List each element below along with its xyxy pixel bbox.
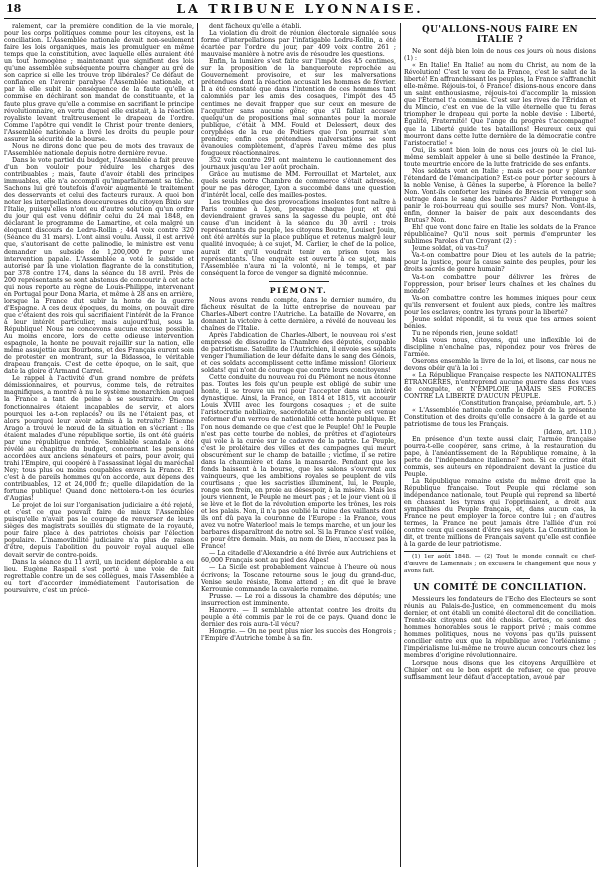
paragraph: Tu ne réponds rien, jeune soldat! — [412, 329, 519, 337]
footnote-divider — [404, 551, 454, 552]
paragraph: Oui, ils sont bien loin de nous ces jours où le ciel lui-même semblait appeler à une si belle destinée la France, toute meurtrie encore de la lutte fratricide de ses enfants. — [404, 146, 596, 168]
column-3 — [404, 23, 596, 867]
section-heading-piemont: PIÉMONT. — [269, 285, 328, 295]
paragraph: Hanovre. — Il semblable attentat contre les droits du peuple a été commis par le roi de ce pays. Quand donc le dernier des rois aura-t-il vécu? — [201, 606, 396, 628]
paragraph: Va-on combattre contre les hommes iniques pour ceux qu'ils renversent et foulent aux pieds, contre les maîtres pour les esclaves; contre les tyrans pour la liberté? — [404, 294, 596, 316]
paragraph: Le projet de loi sur l'organisation judiciaire a été rejeté, et c'est ce que pouvait faire de mieux l'Assemblée puisqu'elle n'avait pas le courage de renverser de leurs sièges des magistrats souillés du stigmate de la royauté, pour faire place à des patriotes choisis par l'élection populaire. L'inamovibilité judiciaire n'a plus de raison d'être, depuis l'abolition du pouvoir royal auquel elle devait servir de contre-poids. — [4, 502, 194, 559]
paragraph: Messieurs les fondateurs de l'Echo des Electeurs se sont réunis au Palais-de-Justice, en commencement du mois dernier, et ont établi un comité électoral dit de conciliation. Trente-six citoyens ont été choisis. Certes, ce sont des hommes honorables sous le rapport privé ; mais comme hommes politiques, nous ne voyons pas qu'ils puissent concilier entre eux que la république avec l'orléanisme ; l'impérialisme lui-même ne trouve aucun concours chez les membres d'origine révolutionnaire. — [404, 596, 596, 660]
paragraph: Lorsque nous disons que les citoyens Arquillière et Chipier ont eu le bon esprit de refuser, ce que prouve suffisamment leur défaut d'acceptation, avoué par — [404, 659, 596, 681]
paragraph: Nous ne dirons donc que peu de mots des travaux de l'Assemblée nationale depuis notre dernière revue. — [4, 142, 194, 157]
paragraph: — La citadelle d'Alexandrie a été livrée aux Autrichiens et 60,000 Français sont au pied des Alpes! — [201, 550, 396, 565]
paragraph: En présence d'un texte aussi clair, l'armée française pourra-t-elle coopérer, sans crime, à la restauration du pape, à l'anéantissement de la République romaine, à la perte de l'indépendance italienne? non. Si ce crime était commis, ses auteurs en répondraient devant la justice du Peuple. — [404, 435, 596, 478]
paragraph: Après l'abdication de Charles-Albert, le nouveau roi s'est empressé de dissoudre la Chambre des députés, coupable de patriotisme. Satellite de l'Autrichien, il envoie ses soldats venger l'humiliation de leur défaite dans le sang des Génois, et ces soldats accomplissent cette infâme mission! Glorieux soldats! qui n'ont de courage que contre leurs concitoyens! — [201, 331, 396, 375]
paragraph: Va-t-on combattre pour délivrer les frères de l'oppression, pour briser leurs chaînes et les chaînes du monde? — [404, 273, 596, 295]
paragraph: « La République Française respecte les NATIONALITÉS ÉTRANGÈRES, n'entreprend aucune guerre dans des vues de conquête, et N'EMPLOIE JAMAIS SES FORCES CONTRE LA LIBERTÉ D'AUCUN PEUPLE. — [404, 372, 596, 401]
masthead-title: LA TRIBUNE LYONNAISE. — [176, 1, 424, 16]
article-title-italie: QU'ALLONS-NOUS FAIRE EN ITALIE ? — [421, 25, 579, 45]
paragraph: La République romaine existe du même droit que la République française. Tout Peuple qui réclame son indépendance nationale, tout Peuple qui reprend sa liberté en chassant les tyrans qui l'opprimaient, a droit aux sympathies du Peuple français, et, dans aucun cas, la France ne peut employer la force contre lui ; en d'autres termes, la France ne peut jamais être l'alliée d'un roi contre ceux qui cessent d'être ses sujets. La Constitution le dit, et trente millions de Français savent qu'elle est confiée à la garde de leur patriotisme. — [404, 477, 596, 549]
column-1 — [4, 23, 194, 867]
article-title-comite: UN COMITÉ DE CONCILIATION. — [413, 583, 587, 594]
paragraph: Prusse. — Le roi a dissous la chambre des députés; une insurrection est imminente. — [201, 592, 396, 607]
citation: (Idem, art. 110.) — [543, 428, 596, 436]
paragraph: — La Sicile est probablement vaincue à l'heure où nous écrivons; la Toscane retourne sous le joug du grand-duc, Venise seule résiste, Rome attend ; en dit que le brave Kerrounie commande la cavalerie romaine. — [201, 564, 396, 593]
column-divider — [197, 23, 198, 867]
paragraph: Hongrie. — On ne peut plus nier les succès des Hongrois ; l'Empire d'Autriche tombe à sa fin. — [201, 627, 396, 642]
column-divider — [400, 23, 401, 867]
paragraph: Ne sont déjà bien loin de nous ces jours où nous disions (1) : — [404, 48, 596, 63]
paragraph: Va-t-on combattre pour Dieu et les autels de la patrie; pour la justice, pour la cause sainte des peuples, pour les droits sacrés de genre humain? — [404, 252, 596, 274]
paragraph: Le rappel à l'activité d'un grand nombre de préfets démissionnaires, et pourvus, comme tels, de retraites magnifiques, a montré à nu le système monarchien auquel la France a tant de peine à se soustraire. On ces fonctionnaires étaient incapables de servir, et alors pourquoi les a-t-on replacés? ou ils ne l'étaient pas, et alors pourquoi leur avoir admis à la retraite? Etienne Arago a trouvé le nœud de la situation en s'écriant : Ils étaient malades d'une république sortie, ils ont été guéris par une république rentrée. Semblable scandale a été révélé au chapitre du budget, concernant les pensions accordées aux anciens sénateurs et pairs, pour avoir, qui trahi l'Empire, qui coopéré à l'assassinat légal du maréchal Ney; tous plus ou moins coupables envers la France. Et c'est à de pareils hommes qu'on accorde, aux dépens des contribuables, 12 et 24,000 fr.; quelle dilapidation de la fortune publique! Quand donc nettoiera-t-on les écuries d'Augias! — [4, 375, 194, 503]
page-header — [0, 0, 600, 22]
header-rule — [4, 18, 596, 19]
paragraph: Oserons ensemble la livre de la loi, et lisons, car nous ne devons obéir qu'à la loi : — [404, 358, 596, 373]
paragraph: Dans le vote partiel du budget, l'Assemblée a fait preuve d'un bon vouloir pour réduire les charges des contribuables ; mais, faute d'avoir établi des principes immuables, elle n'a accompli qu'imparfaitement sa tâche. Sachons lui gré toutefois d'avoir augmenté le traitement des desservants et celui des facteurs ruraux. A quoi bon noter les interpellations douceureuses du citoyen Bixio sur l'Italie, puisqu'elles n'ont eu d'autre solution qu'un ordre du jour qui est venu définir celui du 24 mai 1848, en déclarant le programme de Lamartine, et cela malgré un éloquent discours de Ledru-Rollin ; 444 voix contre 320 (Séance du 31 mars). L'ont ainsi voulu. Aussi, il est arrivé que, s'autorisant de cette palinodie, le ministre est venu demander un subside de 1,200,000 fr pour une intervention papale. L'Assemblée a voté le subside et autorisé par là une violation flagrante de la constitution, par 378 contre 174, dans la séance du 18 avril. Près de 200 représentants se sont abstenus de concourir à cet acte qui nous reporte au règne de Louis-Philippe, intervenant en Portugal pour Dona Maria, et même à 28 ans en arrière, lorsque la France dut subir la honte de la guerre d'Espagne. A ces deux époques, du moins, on pouvait dire que c'étaient des rois qui sacrifiaient l'intérêt de la France à leur intérêt particulier, mais aujourd'hui, sous la République! Nous ne concevons aucune excuse possible. Au moins encore, lors de cette odieuse intervention espagnole, la honte ne pouvait rejaillir sur la nation, elle même assujettie aux Bourbons, et des Français eurent soin de protester en montrant, sur la Bidassoa, le véritable drapeau français. C'est de cette époque, on le sait, que date la gloire d'Armand Carrel. — [4, 156, 194, 376]
paragraph: « En Italie! En Italie! au nom du Christ, au nom de la Révolution! C'est le vœu de la France, c'est le salut de la liberté! En affranchissant les peuples, la France s'affranchit elle-même. Réjouis-toi, ô France! disions-nous encore dans un saint enthousiasme, réjouis-toi d'accomplir la mission que l'Éternel t'a commise. C'est sur les rives de l'Éridan et du Mincio, c'est en vue de la ville éternelle que tu feras triompher le drapeau qui porte la noble devise : Liberté, Égalité, Fraternité! Que l'ange du progrès t'accompagne! que la Liberté guide tes bataillons! Heureux ceux qui mourront dans cette lutte dernière de la démocratie contre l'aristocratie! » — [404, 62, 596, 147]
paragraph: La violation du droit de réunion électorale signalée sous forme d'interpellations par l'infatigable Ledru-Rollin, a été écartée par l'ordre du jour, par 409 voix contre 261 ; mauvaise manière à notre avis de résoudre les questions. — [201, 30, 396, 59]
paragraph: « L'Assemblée nationale confie le dépôt de la présente Constitution et des droits qu'elle consacre à la garde et au patriotisme de tous les Français. — [404, 407, 596, 429]
section-divider — [470, 578, 530, 579]
paragraph: Jeune soldat, où vas-tu? — [412, 245, 488, 253]
footnote: (1) 1er août 1848. — (2) Tout le monde connaît ce chef-d'œuvre de Lamennais ; on excusera le changement que nous y avons fait. — [404, 554, 596, 574]
paragraph: Cette conduite du nouveau roi du Piémont ne nous étonne pas. Toutes les fois qu'un peuple est obligé de subir une honte, il se trouve un roi pour l'accepter dans un intérêt dynastique. Ainsi, la France, en 1814 et 1815, vit accourir Louis XVIII avec les fourgons cosaques ; et de suite l'aristocratie nobiliaire, sacerdotale et financière est venue reformer d'un verrou de nationalité cette honte publique. Et l'on nous demande ce que c'est que le Peuple! Oh! le Peuple n'est pas cette tourbe de nobles, de prêtres et d'agioteurs qui vole à la curée sur le cadavre de la patrie. Le Peuple, c'est le prolétaire des villes et des campagnes qui meurt obscurément sur le champ de bataille ; victime, il se retire dans la chaumière et dans la mansarde. Pendant que les fonds baissent à la bourse, que les salons s'ouvrent aux vainqueurs, que les ambitions royales se peuplent de vils courtisans ; que les sacristies illuminent, lui, le Peuple, ronge son frein, en proie au désespoir, à la misère. Mais les jours viennent, le Peuple ne meurt pas ; et le jour vient où il se lève et le flot de la révolution emporte les trônes, les rois et les palais. Non, il n'a pas oublié la ruine des vaillants dont ils ont dû paya la couronne de l'Europe : la France, vous avez vu notre Waterloo! mais le temps marche, et un jour les barbares disparaîtront de notre sol. Si la France s'est voilée, ce pour être demain. Mais, au nom de Dieu, n'accusez pas la France! — [201, 374, 396, 551]
paragraph: Enfin, la lumière s'est faite sur l'impôt des 45 centimes, sur la proposition de la banqueroute reprochée au Gouvernement provisoire, et sur les malversations prétendues dont la réaction accusait les hommes de février. Il a été constaté que dans l'intention de ces hommes tant calomniés par les amis des cosaques, l'impôt des 45 centimes ne devait frapper que sur ceux en mesure de l'acquitter sans aucune gêne; que s'il fallait accuser quelqu'un de propositions mal sonnantes pour la morale publique, c'était à MM. Fould et Delessert, deux des coryphées de la rue de Poitiers que l'on pourrait s'en prendre; enfin ces prétendues malversations se sont évanouies complètement, d'après l'aveu même des plus fougueux réactionnaires. — [201, 58, 396, 157]
paragraph: Dans la séance du 11 avril, un incident déplorable a eu lieu. Eugène Raspail s'est porté à une voie de fait regrettable contre un de ses collègues, mais l'Assemblée a eu tort d'accorder immédiatement l'autorisation de poursuivre, c'est un précé- — [4, 558, 194, 594]
paragraph: Eh! que vont donc faire en Italie les soldats de la France républicaine? Qu'il nous soit permis d'emprunter les sublimes Paroles d'un Croyant (2) : — [404, 224, 596, 246]
paragraph: 352 voix contre 291 ont maintenu le cautionnement des journaux jusqu'au 1er août prochain. — [201, 156, 396, 171]
paragraph: dent fâcheux qu'elle a établi. — [209, 23, 302, 30]
paragraph: Nous avons rendu compte, dans le dernier numéro, du fâcheux résultat de la lutte entreprise de nouveau par Charles-Albert contre l'Autriche. La bataille de Novarre, en donnant la victoire à cette dernière, a révélé de nouveau les chaînes de l'Italie. — [201, 296, 396, 332]
paragraph: Les troubles que des provocations insolentes font naître à Paris comme à Lyon, presque chaque jour, et qui deviendraient graves sans la sagesse du peuple, ont été cause d'un incident à la séance du 30 avril : trois représentants du peuple, les citoyens Boutre, Louiset Jouin, ont été arrêtés sur la place publique et retenus malgré leur qualité invoquée; à ce sujet, M. Carlier, le chef de la police, aurait dit qu'il voudrait tenir en prison tous les représentants. Une enquête est ouverte à ce sujet, mais l'Assemblée n'aura ni la volonté, ni le temps, et par conséquent la force de venger sa dignité méconnue. — [201, 199, 396, 277]
section-divider — [269, 281, 329, 282]
paragraph: ralement, car la première condition de la vie morale, pour les corps politiques comme pour les citoyens, est la conciliation. L'Assemblée nationale devait non-seulement faire les lois organiques, mais les promulguer en même temps que la constitution, avec laquelle elles auraient été un tout homogène ; maintenant que signifient des lois qu'une assemblée subséquente pourra changer au gré de son caprice si elle les trouve trop libérales? Ce défaut de confiance en l'avenir paralyse l'Assemblée nationale, et par là elle subit la conséquence de la faute qu'elle a commise en déchirant son mandat de constituante, et la faute plus grave qu'elle a commise en sacrifiant le principe révolutionnaire, en vertu duquel elle existait, à la réaction royaliste levant traîtreusement le drapeau de l'ordre. Comme l'apôtre qui vendit le Christ pour trente deniers, l'Assemblée nationale a livré les droits du peuple pour assurer la sécurité de la bourse. — [4, 23, 194, 143]
citation: (Constitution française, préambule, art. 5.) — [458, 400, 596, 408]
paragraph: Mais vous nous, citoyens, qui une inflexible loi de discipline n'enchaîne pas, répondez pour vos frères de l'armée. — [404, 336, 596, 359]
paragraph: Jeune soldat répondit, si tu veux que tes armes soient bénies. — [404, 315, 596, 330]
paragraph: Grâce au mutisme de MM. Ferrouillat et Martelet, aux quels seuls notre Chambre de commerce s'était adressée, pour ne pas déroger, Lyon a succombé dans une question d'intérêt local, celle des mailles-postes. — [201, 170, 396, 200]
column-2 — [201, 23, 396, 867]
page-number: 18 — [6, 2, 22, 15]
paragraph: Nos soldats vont en Italie ; mais est-ce pour y planter l'étendard de l'émancipation? Est-ce pour porter secours à la noble Venise, à Gênes la superbe, à Florence la belle? Non. Vont-ils conforter les ruines de Brescia et venger son outrage dans le sang des barbares? Aider Porthengue à panir le roi-bourreau qui souille ses murs? Non. Vont-ils, enfin, donner la baiser de paix aux descendants des Brutus? Non. — [404, 167, 596, 225]
